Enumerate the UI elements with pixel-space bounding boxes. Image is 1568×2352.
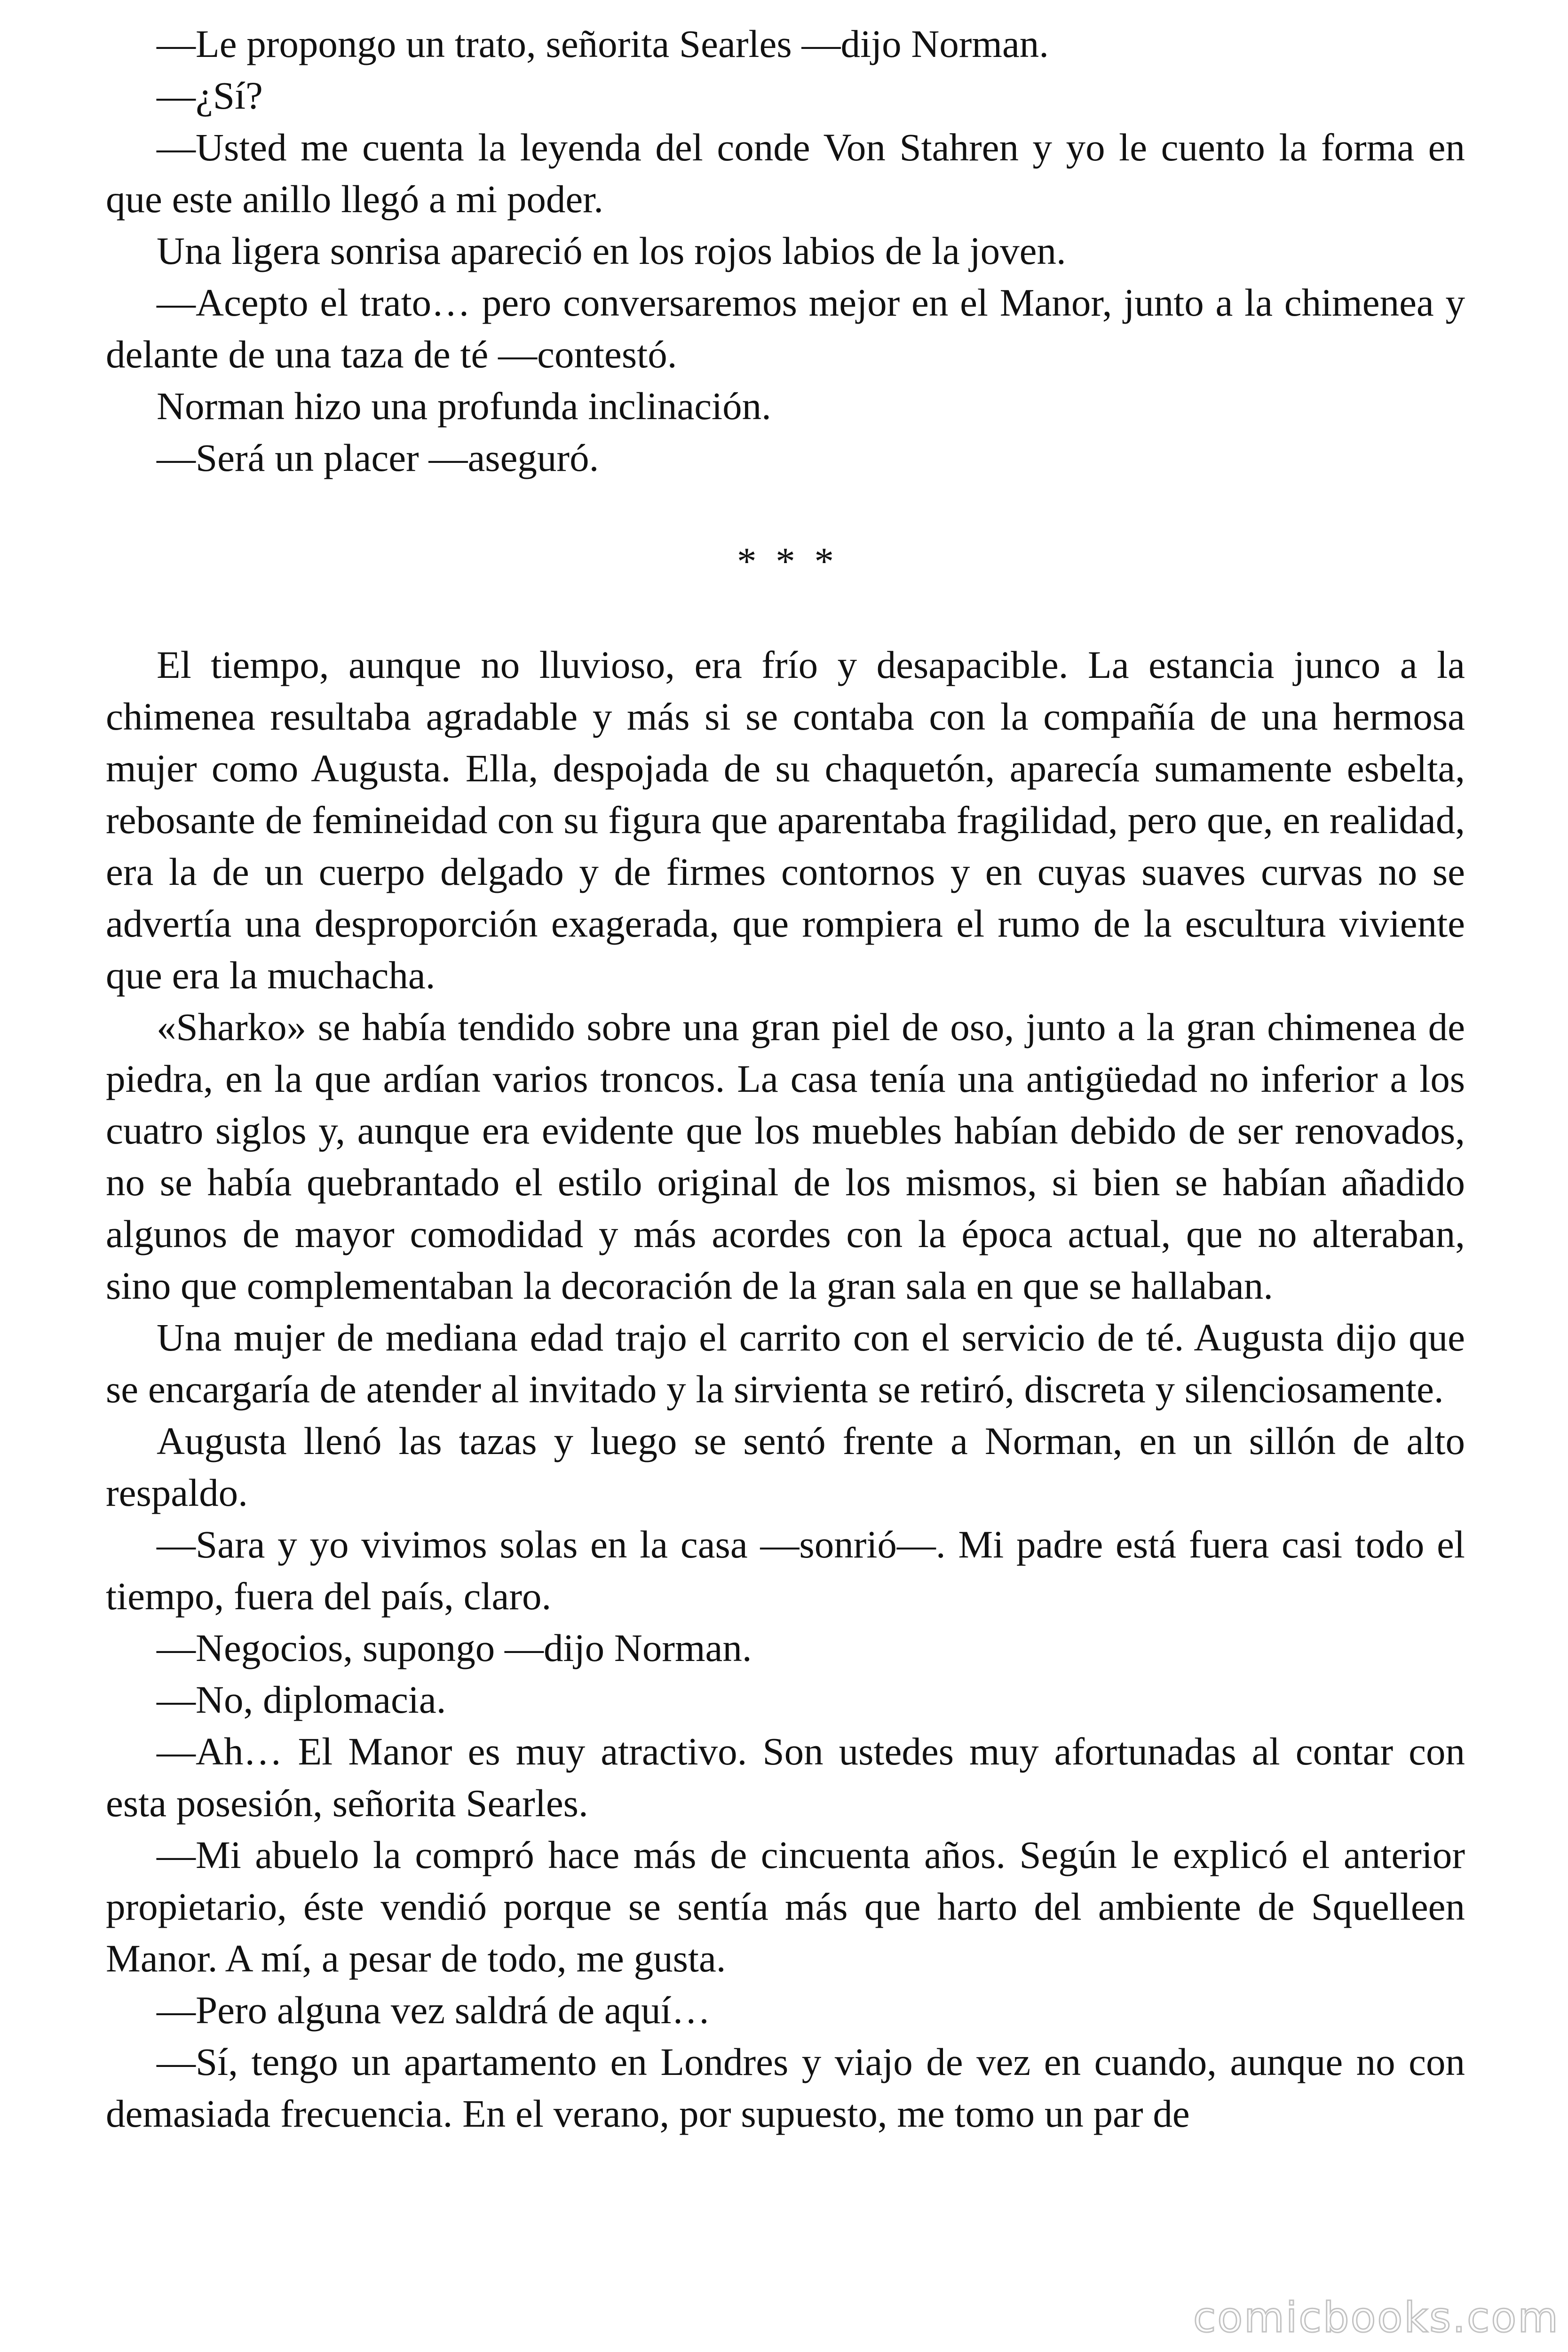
paragraph: Norman hizo una profunda inclinación. <box>157 384 771 428</box>
paragraph: El tiempo, aunque no lluvioso, era frío y desapacible. La estancia junco a la chimenea resultaba agradable y más si se contaba con la compañía de una hermosa mujer como Augusta. Ella, despojada de su chaquetón, aparecía sumamente esbelta, rebosante de femineidad con su figura que aparentaba fragilidad, pero que, en realidad, era la de un cuerpo delgado y de firmes contornos y en cuyas suaves curvas no se advertía una desproporción exagerada, que rompiera el rumo de la escultura viviente que era la muchacha. <box>106 643 1465 997</box>
paragraph: —Sara y yo vivimos solas en la casa —sonrió—. Mi padre está fuera casi todo el tiempo, fuera del país, claro. <box>106 1523 1465 1618</box>
paragraph: Una mujer de mediana edad trajo el carrito con el servicio de té. Augusta dijo que se encargaría de atender al invitado y la sirvienta se retiró, discreta y silenciosamente. <box>106 1316 1465 1411</box>
paragraph: —Pero alguna vez saldrá de aquí… <box>157 1988 711 2032</box>
paragraph: —Usted me cuenta la leyenda del conde Von Stahren y yo le cuento la forma en que este anillo llegó a mi poder. <box>106 126 1465 221</box>
paragraph: Augusta llenó las tazas y luego se sentó frente a Norman, en un sillón de alto respaldo. <box>106 1419 1465 1514</box>
paragraph: «Sharko» se había tendido sobre una gran piel de oso, junto a la gran chimenea de piedra, en la que ardían varios troncos. La casa tenía una antigüedad no inferior a los cuatro siglos y, aunque era evidente que los muebles habían debido de ser renovados, no se había quebrantado el estilo original de los mismos, si bien se habían añadido algunos de mayor comodidad y más acordes con la época actual, que no alteraban, sino que complementaban la decoración de la gran sala en que se hallaban. <box>106 1005 1465 1307</box>
paragraph: —Sí, tengo un apartamento en Londres y viajo de vez en cuando, aunque no con demasiada frecuencia. En el verano, por supuesto, me tomo un par de <box>106 2040 1465 2135</box>
watermark: comicbooks.com <box>1193 2293 1560 2342</box>
text-column <box>106 18 1465 2139</box>
paragraph: —Negocios, supongo —dijo Norman. <box>157 1626 752 1669</box>
paragraph: —Acepto el trato… pero conversaremos mejor en el Manor, junto a la chimenea y delante de una taza de té —contestó. <box>106 281 1465 376</box>
paragraph: —Le propongo un trato, señorita Searles —dijo Norman. <box>157 22 1049 65</box>
paragraph: —¿Sí? <box>157 74 263 117</box>
paragraph: —Ah… El Manor es muy atractivo. Son ustedes muy afortunadas al contar con esta posesión, señorita Searles. <box>106 1730 1465 1825</box>
scene-break-separator: * * * <box>737 540 834 583</box>
paragraph: Una ligera sonrisa apareció en los rojos labios de la joven. <box>157 229 1066 272</box>
paragraph: —No, diplomacia. <box>157 1678 446 1721</box>
paragraph: —Mi abuelo la compró hace más de cincuenta años. Según le explicó el anterior propietario, éste vendió porque se sentía más que harto del ambiente de Squelleen Manor. A mí, a pesar de todo, me gusta. <box>106 1833 1465 1980</box>
paragraph: —Será un placer —aseguró. <box>157 436 599 479</box>
